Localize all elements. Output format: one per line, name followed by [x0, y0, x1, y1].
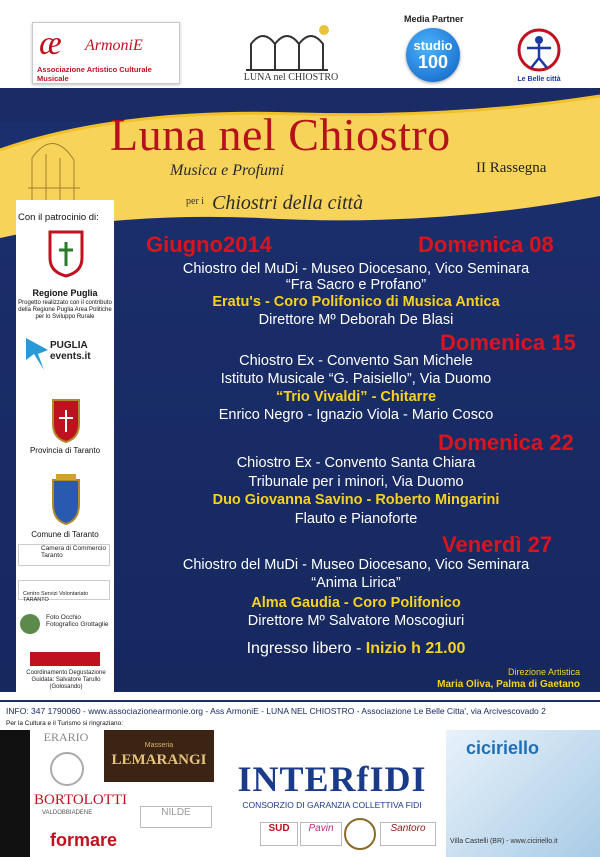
sponsor-black-strip [0, 730, 30, 857]
subtitle-per-i: per i [186, 196, 205, 207]
sponsor-lemarangi-name: LEMARANGI [111, 752, 207, 768]
golosando-logo [30, 652, 100, 666]
subtitle-musica: Musica e Profumi [170, 162, 285, 179]
media-partner-label: Media Partner [404, 14, 464, 24]
sponsor-bnb-logo [344, 818, 376, 850]
puglia-events-arrow-icon [24, 336, 50, 372]
thanks-label: Per la Cultura e il Turismo si ringraziano: [6, 720, 124, 727]
event2-date: Domenica 15 [440, 330, 576, 355]
event3-place: Chiostro Ex - Convento Santa Chiara [236, 455, 476, 471]
event4-title: “Anima Lirica” [311, 575, 401, 591]
sponsor-pavin: Pavin [300, 822, 342, 846]
regione-puglia-note: Progetto realizzato con il contributo della Regione Puglia Area Politiche per lo Sviluppo Rurale [18, 300, 112, 320]
event4-director: Direttore Mº Salvatore Moscogiuri [247, 613, 465, 629]
sponsor-bortolotti-sub: VALDOBBIADENE [42, 810, 93, 816]
sponsor-lemarangi-small: Masseria [144, 742, 174, 749]
provincia-crest-icon [50, 394, 82, 444]
event1-date: Domenica 08 [418, 232, 554, 257]
csv-label: Centro Servizi Volontariato TARANTO [23, 591, 89, 603]
puglia-events-label: PUGLIA events.it [50, 340, 91, 362]
armonie-logo-name: ArmoniE [85, 37, 143, 54]
belle-logo-label: Le Belle città [517, 76, 561, 83]
footer-info-text: INFO: 347 1790060 - www.associazionearmonie.org - Ass ArmoniE - LUNA NEL CHIOSTRO - Associazione Le Belle Citta', via Arcivescovado 2 [6, 706, 546, 716]
vitruvian-icon [508, 26, 570, 76]
sponsor-formare: formare [50, 830, 118, 850]
occhio-fotografico-icon [20, 614, 40, 634]
studio-logo-number: 100 [417, 52, 449, 72]
ingresso-line [128, 640, 584, 658]
patronage-heading: Con il patrocinio di: [18, 212, 99, 223]
comune-label: Comune di Taranto [31, 530, 99, 539]
event4-place: Chiostro del MuDi - Museo Diocesano, Vico Seminara [182, 557, 530, 573]
inizio-label: Inizio h 21.00 [365, 640, 466, 657]
subtitle-chiostri: Chiostri della città [212, 192, 364, 214]
event4-performer: Alma Gaudia - Coro Polifonico [251, 595, 461, 611]
sponsor-bortolotti: BORTOLOTTI [34, 792, 127, 808]
sponsor-santoro: Santoro [380, 822, 436, 846]
coordinamento-label: Coordinamento Degustazione Guidata: Salvatore Tarullo (Gołosando) [26, 670, 106, 690]
event1-title: “Fra Sacro e Profano” [285, 277, 427, 293]
footer-info-bar [0, 700, 600, 722]
sponsor-interfidi-sub: CONSORZIO DI GARANZIA COLLETTIVA FIDI [242, 800, 422, 810]
sponsor-ciciriello [446, 730, 600, 857]
event2-place: Chiostro Ex - Convento San Michele [239, 353, 473, 369]
event4-date: Venerdì 27 [442, 532, 553, 557]
arches-icon [226, 22, 356, 72]
sponsor-ciciriello-name: ciciriello [466, 738, 540, 758]
main-title: Luna nel Chiostro [110, 109, 451, 160]
rassegna-label: II Rassegna [476, 160, 547, 176]
direzione-names: Maria Oliva, Palma di Gaetano [437, 679, 580, 690]
regione-puglia-label: Regione Puglia [32, 288, 98, 298]
provincia-label: Provincia di Taranto [29, 446, 101, 455]
camera-commercio-label: Camera di Commercio Taranto [41, 545, 107, 559]
regione-puglia-crest-icon [46, 228, 86, 278]
luna-nel-chiostro-logo [226, 22, 356, 88]
event2-performer: “Trio Vivaldi” - Chitarre [275, 389, 437, 405]
sponsor-erario: ERARIO [34, 730, 98, 758]
event2-names: Enrico Negro - Ignazio Viola - Mario Cosco [218, 407, 494, 423]
event1-performer: Eratu's - Coro Polifonico di Musica Antica [212, 294, 500, 310]
event1-place: Chiostro del MuDi - Museo Diocesano, Vico Seminara [182, 261, 530, 277]
le-belle-citta-logo [508, 26, 570, 88]
luna-logo-label: LUNA nel CHIOSTRO [243, 72, 339, 83]
direzione-label: Direzione Artistica [507, 667, 580, 677]
sponsor-lemarangi [104, 730, 214, 782]
studio-100-logo [406, 28, 460, 82]
studio-logo-text: studio [413, 38, 453, 53]
event3-instruments: Flauto e Pianoforte [294, 511, 418, 527]
csv-logo [18, 580, 110, 603]
sponsor-nilde: NILDE [140, 806, 212, 828]
sponsor-interfidi: INTERfIDI [237, 759, 427, 799]
month-label: Giugno2014 [146, 232, 272, 257]
comune-crest-icon [50, 470, 82, 526]
foto-credit: Foto Occhio Fotografico Grottaglie [46, 614, 109, 628]
camera-commercio-logo [18, 544, 110, 566]
event3-performer: Duo Giovanna Savino - Roberto Mingarini [212, 492, 500, 508]
sponsor-erario-mark [50, 752, 84, 786]
event3-date: Domenica 22 [438, 430, 574, 455]
event1-director: Direttore Mº Deborah De Blasi [258, 312, 454, 328]
event2-place2: Istituto Musicale “G. Paisiello”, Via Duomo [220, 371, 492, 387]
sponsor-sud: SUD [260, 822, 298, 846]
ingresso-label: Ingresso libero - [246, 640, 366, 657]
armonie-logo-subtitle: Associazione Artistico Culturale Musicale [37, 65, 152, 83]
event3-place2: Tribunale per i minori, Via Duomo [248, 474, 464, 490]
armonie-logo-mark: æ [39, 25, 62, 62]
armonie-logo [32, 22, 180, 84]
sponsor-ciciriello-address: Villa Castelli (BR) - www.ciciriello.it [450, 838, 558, 845]
